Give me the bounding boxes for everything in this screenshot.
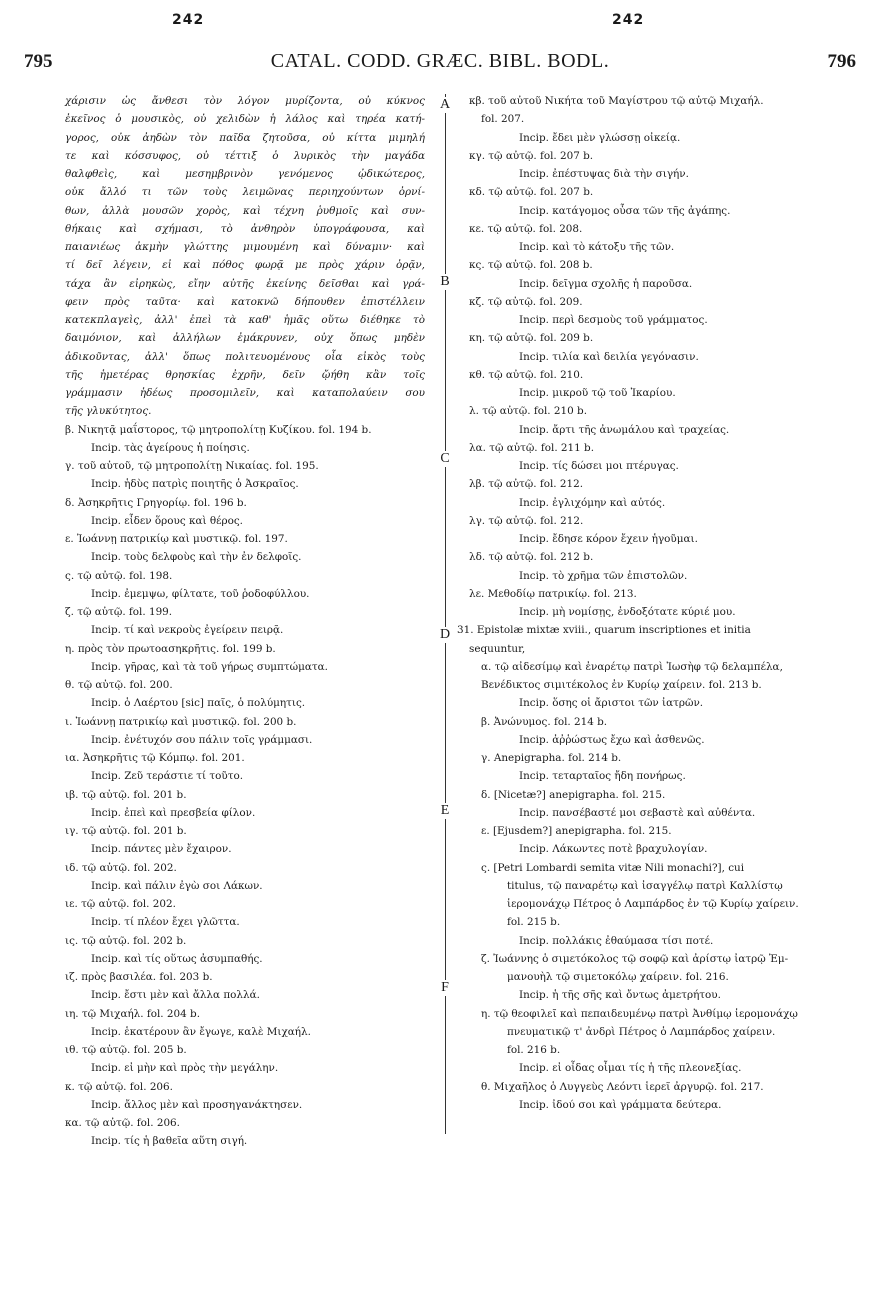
catalog-line: ια. Ἀσηκρῆτις τῷ Κόμπῳ. fol. 201. bbox=[65, 752, 245, 764]
catalog-line: Incip. τὰς ἀγείρους ἡ ποίησις. bbox=[91, 441, 250, 454]
page-number-right: 796 bbox=[827, 51, 856, 72]
catalog-line: γ. τοῦ αὐτοῦ, τῷ μητροπολίτῃ Νικαίας. fol. 195. bbox=[65, 460, 319, 472]
catalog-line: ς. [Petri Lombardi semita vitæ Nili monachi?], cui bbox=[481, 861, 745, 874]
section-mark-c: C bbox=[431, 451, 459, 467]
section-mark-d: D bbox=[431, 627, 459, 643]
catalog-line: χάρισιν ὡς ἄνθεσι τὸν λόγον μυρίζοντα, οὐ κύκνος bbox=[65, 95, 425, 107]
catalog-line: κθ. τῷ αὐτῷ. fol. 210. bbox=[469, 368, 584, 381]
page-number-left: 795 bbox=[24, 51, 53, 72]
right-column bbox=[457, 92, 855, 1114]
catalog-line: γ. Anepigrapha. fol. 214 b. bbox=[481, 752, 622, 764]
catalog-line: η. πρὸς τὸν πρωτοασηκρῆτις. fol. 199 b. bbox=[65, 642, 276, 655]
catalog-line: Incip. τὸ χρῆμα τῶν ἐπιστολῶν. bbox=[519, 569, 688, 582]
catalog-line: Incip. ἄλλος μὲν καὶ προσηγανάκτησεν. bbox=[91, 1098, 303, 1111]
catalog-line: Incip. μὴ νομίσῃς, ἐνδοξότατε κύριέ μου. bbox=[519, 606, 736, 618]
catalog-line: φειν πρὸς ταῦτα· καὶ κατοκνῶ δήπουθεν ἐπιστέλλειν bbox=[65, 295, 425, 308]
catalog-line: ε. [Ejusdem?] anepigrapha. fol. 215. bbox=[481, 825, 672, 837]
catalog-line: Incip. καὶ πάλιν ἐγὼ σοι Λάκων. bbox=[91, 879, 263, 892]
catalog-line: λγ. τῷ αὐτῷ. fol. 212. bbox=[469, 514, 584, 527]
catalog-line: παιανιέως ἀκμὴν γλώττης μιμουμένη καὶ δύναμιν· καὶ bbox=[65, 241, 425, 253]
catalog-line: Incip. ὅσης οἱ ἄριστοι τῶν ἰατρῶν. bbox=[519, 697, 704, 710]
catalog-line: Incip. ἡ τῆς σῆς καὶ ὄντως ἀμετρήτου. bbox=[519, 989, 721, 1002]
catalog-line: κζ. τῷ αὐτῷ. fol. 209. bbox=[469, 295, 583, 308]
catalog-line: κς. τῷ αὐτῷ. fol. 208 b. bbox=[469, 259, 593, 272]
catalog-line: Incip. γῆρας, καὶ τὰ τοῦ γήρως συμπτώματα. bbox=[91, 660, 328, 673]
catalog-line: Incip. ἐνέτυχόν σου πάλιν τοῖς γράμμασι. bbox=[91, 733, 313, 746]
catalog-line: sequuntur, bbox=[469, 642, 526, 655]
catalog-line: Incip. τεταρταῖος ἤδη πονήρως. bbox=[519, 770, 686, 783]
catalog-line: οὐκ ἄλλό τι τῶν τοὺς λειμῶνας περιηχούντων ὀρνί- bbox=[65, 186, 425, 199]
catalog-line: τῆς ἡμετέρας θρησκίας ἐχρῆν, δεῖν ᾤήθη κἂν τοῖς bbox=[65, 368, 425, 381]
catalog-line: Incip. ἰδού σοι καὶ γράμματα δεύτερα. bbox=[519, 1098, 722, 1111]
catalog-line: Incip. περὶ δεσμοὺς τοῦ γράμματος. bbox=[519, 314, 708, 326]
catalog-line: Incip. Ζεῦ τεράστιε τί τοῦτο. bbox=[91, 770, 244, 783]
catalog-line: Incip. ἔδει μὲν γλώσσῃ οἰκείᾳ. bbox=[519, 131, 681, 144]
catalog-line: ζ. τῷ αὐτῷ. fol. 199. bbox=[65, 606, 173, 618]
catalog-line: γορος, οὐκ ἀηδὼν τὸν παῖδα ζητοῦσα, οὐ κίττα μιμηλή bbox=[65, 131, 425, 144]
catalog-line: Βενέδικτος σιμιτέκολος ἐν Κυρίῳ χαίρειν. fol. 213 b. bbox=[481, 679, 762, 691]
catalog-line: τῆς γλυκύτητος. bbox=[65, 405, 152, 418]
catalog-line: κβ. τοῦ αὐτοῦ Νικήτα τοῦ Μαγίστρου τῷ αὐτῷ Μιχαήλ. bbox=[469, 95, 764, 107]
catalog-line: τάχα ἂν εἰρηκὼς, εἴην αὐτῆς ἐκείνης δεῖσθαι καὶ γρά- bbox=[65, 277, 425, 290]
catalog-line: Incip. τί καὶ νεκροὺς ἐγείρειν πειρᾷ. bbox=[91, 624, 284, 637]
catalog-line: Incip. τιλία καὶ δειλία γεγόνασιν. bbox=[519, 350, 699, 363]
catalog-line: Incip. πάντες μὲν ἔχαιρον. bbox=[91, 843, 232, 856]
catalog-line: Incip. τίς δώσει μοι πτέρυγας. bbox=[519, 460, 679, 472]
section-mark-a: A bbox=[431, 97, 459, 113]
catalog-line: κ. τῷ αὐτῷ. fol. 206. bbox=[65, 1080, 173, 1093]
catalog-line: Incip. ἐπεὶ καὶ πρεσβεία φίλον. bbox=[91, 806, 256, 819]
catalog-line: ἱερομονάχῳ Πέτρος ὁ Λαμπάρδος ἐν τῷ Κυρίῳ χαίρειν. bbox=[507, 898, 799, 910]
catalog-line: Incip. ἀῤῥώστως ἔχω καὶ ἀσθενῶς. bbox=[519, 733, 705, 746]
catalog-line: Incip. πολλάκις ἐθαύμασα τίσι ποτέ. bbox=[519, 934, 714, 947]
catalog-line: Incip. καὶ τίς οὕτως ἀσυμπαθής. bbox=[91, 952, 263, 965]
catalog-line: θαλφθεὶς, καὶ μεσημβρινὸν γενόμενος ᾠδικώτερος, bbox=[65, 168, 425, 180]
catalog-line: γράμμασιν ἡδέως προσομιλεῖν, καὶ καταπολαύειν σου bbox=[65, 387, 425, 399]
catalog-line: θ. Μιχαῆλος ὁ Λυγγεὺς Λεόντι ἱερεῖ ἀργυρῷ. fol. 217. bbox=[481, 1080, 764, 1093]
left-column bbox=[65, 92, 425, 1151]
catalog-line: Incip. Λάκωντες ποτὲ βραχυλογίαν. bbox=[519, 843, 708, 856]
catalog-line: λδ. τῷ αὐτῷ. fol. 212 b. bbox=[469, 551, 594, 564]
catalog-line: η. τῷ θεοφιλεῖ καὶ πεπαιδευμένῳ πατρὶ Ἀνθίμῳ ἱερομονάχῳ bbox=[481, 1007, 798, 1020]
catalog-line: Incip. ὁ Λαέρτου [sic] παῖς, ὁ πολύμητις. bbox=[91, 697, 306, 710]
section-mark-f: F bbox=[431, 980, 459, 996]
catalog-line: Incip. τί πλέον ἔχει γλῶττα. bbox=[91, 916, 240, 929]
catalog-line: Incip. τίς ἡ βαθεῖα αὕτη σιγή. bbox=[91, 1135, 248, 1148]
section-mark-e: E bbox=[431, 803, 459, 819]
catalog-line: λβ. τῷ αὐτῷ. fol. 212. bbox=[469, 478, 584, 491]
catalog-line: πνευματικῷ τ' ἀνδρὶ Πέτρος ὁ Λαμπάρδος χαίρειν. bbox=[507, 1025, 776, 1038]
catalog-line: λα. τῷ αὐτῷ. fol. 211 b. bbox=[469, 441, 595, 454]
catalog-line: 31. Epistolæ mixtæ xviii., quarum inscriptiones et initia bbox=[457, 624, 751, 637]
catalog-line: Incip. εἰ οἶδας οἶμαι τίς ἡ τῆς πλεονεξίας. bbox=[519, 1062, 742, 1075]
catalog-line: ιδ. τῷ αὐτῷ. fol. 202. bbox=[65, 861, 177, 874]
catalog-line: ἀδικοῦντας, ἀλλ' ὅπως πολιτευομένους οἷα εἰκὸς τοὺς bbox=[65, 350, 425, 363]
catalog-line: fol. 207. bbox=[481, 113, 525, 126]
catalog-line: δ. Ἀσηκρῆτις Γρηγορίῳ. fol. 196 b. bbox=[65, 496, 247, 509]
catalog-line: θ. τῷ αὐτῷ. fol. 200. bbox=[65, 679, 173, 691]
handwritten-shelfmark-right: 242 bbox=[612, 12, 645, 28]
catalog-line: Incip. πανσέβαστέ μοι σεβαστὲ καὶ αὐθέντα. bbox=[519, 806, 756, 819]
catalog-line: δαιμόνιον, καὶ ἀλλήλων ἐμάκρυνεν, οὐχ ὅπως μηδὲν bbox=[65, 332, 425, 345]
catalog-line: Incip. καὶ τὸ κάτοξυ τῆς τῶν. bbox=[519, 241, 675, 253]
catalog-line: β. Ἀνώνυμος. fol. 214 b. bbox=[481, 715, 608, 728]
catalog-line: ἐκεῖνος ὁ μουσικὸς, οὐ χελιδὼν ἡ λάλος καὶ τηρέα κατή- bbox=[65, 113, 425, 126]
catalog-line: τε καὶ κόσσυφος, οὐ τέττιξ ὁ λυρικὸς τὴν μαγάδα bbox=[65, 149, 425, 162]
catalog-line: ιβ. τῷ αὐτῷ. fol. 201 b. bbox=[65, 788, 187, 801]
catalog-line: Incip. δεῖγμα σχολῆς ἡ παροῦσα. bbox=[519, 277, 693, 290]
handwritten-shelfmark-left: 242 bbox=[172, 12, 205, 28]
catalog-line: ιε. τῷ αὐτῷ. fol. 202. bbox=[65, 898, 176, 910]
catalog-line: κατεκπλαγεὶς, ἀλλ' ἐπεὶ τὰ καθ' ἡμᾶς οὕτω διέθηκε τὸ bbox=[65, 314, 425, 326]
catalog-line: λε. Μεθοδίῳ πατρικίῳ. fol. 213. bbox=[469, 587, 637, 600]
catalog-line: Incip. ἐπέστυψας διὰ τὴν σιγήν. bbox=[519, 168, 689, 180]
catalog-line: τί δεῖ λέγειν, εἰ καὶ πόθος φωρᾷ με πρὸς χάριν ὁρᾷν, bbox=[65, 259, 425, 272]
catalog-line: κδ. τῷ αὐτῷ. fol. 207 b. bbox=[469, 186, 594, 199]
catalog-line: Incip. ἐμεμψω, φίλτατε, τοῦ ῥοδοφύλλου. bbox=[91, 587, 310, 600]
catalog-line: β. Νικητᾷ μαΐστορος, τῷ μητροπολίτῃ Κυζίκου. fol. 194 b. bbox=[65, 423, 372, 436]
catalog-line: Incip. ἡδὺς πατρὶς ποιητῆς ὁ Ἀσκραῖος. bbox=[91, 478, 299, 491]
catalog-line: ι. Ἰωάννῃ πατρικίῳ καὶ μυστικῷ. fol. 200 b. bbox=[65, 715, 297, 728]
catalog-line: θήκαις καὶ σχήμασι, τὸ ἀνθηρὸν ὑπογράφουσα, καὶ bbox=[65, 222, 425, 235]
catalog-line: Incip. ἔδησε κόρον ἔχειν ἡγοῦμαι. bbox=[519, 533, 698, 545]
catalog-line: Incip. ἐγλιχόμην καὶ αὐτός. bbox=[519, 496, 666, 509]
catalog-line: ζ. Ἰωάννης ὁ σιμετόκολος τῷ σοφῷ καὶ ἀρίστῳ ἰατρῷ Ἐμ- bbox=[481, 952, 789, 965]
catalog-line: titulus, τῷ παναρέτῳ καὶ ἰσαγγέλῳ πατρὶ Καλλίστῳ bbox=[507, 879, 783, 892]
column-divider bbox=[445, 94, 446, 1134]
catalog-line: Incip. εἶδεν ὅρους καὶ θέρος. bbox=[91, 514, 243, 527]
running-header bbox=[24, 50, 856, 76]
catalog-line: ιη. τῷ Μιχαήλ. fol. 204 b. bbox=[65, 1007, 200, 1020]
running-title: CATAL. CODD. GRÆC. BIBL. BODL. bbox=[270, 50, 610, 72]
catalog-line: Incip. εἰ μὴν καὶ πρὸς τὴν μεγάλην. bbox=[91, 1062, 279, 1075]
catalog-line: Incip. ἑκατέρουν ἂν ἔγωγε, καλὲ Μιχαήλ. bbox=[91, 1025, 311, 1038]
catalog-line: ε. Ἰωάννῃ πατρικίῳ καὶ μυστικῷ. fol. 197. bbox=[65, 533, 288, 545]
catalog-line: fol. 216 b. bbox=[507, 1044, 561, 1056]
catalog-line: Incip. μικροῦ τῷ τοῦ Ἰκαρίου. bbox=[519, 387, 676, 399]
catalog-line: Incip. ἄρτι τῆς ἀνωμάλου καὶ τραχείας. bbox=[519, 423, 730, 436]
catalog-line: ις. τῷ αὐτῷ. fol. 202 b. bbox=[65, 934, 187, 947]
catalog-line: fol. 215 b. bbox=[507, 916, 561, 929]
catalog-line: κη. τῷ αὐτῷ. fol. 209 b. bbox=[469, 332, 594, 345]
catalog-line: κα. τῷ αὐτῷ. fol. 206. bbox=[65, 1117, 180, 1129]
catalog-line: Incip. ἔστι μὲν καὶ ἄλλα πολλά. bbox=[91, 989, 260, 1002]
section-mark-b: B bbox=[431, 274, 459, 290]
catalog-line: ιζ. πρὸς βασιλέα. fol. 203 b. bbox=[65, 971, 213, 983]
catalog-line: Incip. τοὺς δελφοὺς καὶ τὴν ἐν δελφοῖς. bbox=[91, 551, 302, 564]
catalog-line: κε. τῷ αὐτῷ. fol. 208. bbox=[469, 222, 583, 235]
catalog-line: κγ. τῷ αὐτῷ. fol. 207 b. bbox=[469, 149, 594, 162]
catalog-line: ιγ. τῷ αὐτῷ. fol. 201 b. bbox=[65, 825, 187, 837]
catalog-line: α. τῷ αἰδεσίμῳ καὶ ἐναρέτῳ πατρὶ Ἰωσὴφ τῷ δελαμπέλα, bbox=[481, 660, 783, 673]
catalog-line: ιθ. τῷ αὐτῷ. fol. 205 b. bbox=[65, 1044, 187, 1056]
catalog-line: λ. τῷ αὐτῷ. fol. 210 b. bbox=[469, 405, 587, 418]
catalog-line: Incip. κατάγομος οὖσα τῶν τῆς ἀγάπης. bbox=[519, 204, 731, 217]
catalog-line: δ. [Nicetæ?] anepigrapha. fol. 215. bbox=[481, 788, 666, 801]
catalog-line: θων, ἀλλὰ μουσῶν χορὸς, καὶ τέχνη ῥυθμοῖς καὶ συν- bbox=[65, 204, 425, 217]
catalog-line: ς. τῷ αὐτῷ. fol. 198. bbox=[65, 569, 173, 582]
catalog-line: μανουὴλ τῷ σιμετοκόλῳ χαίρειν. fol. 216. bbox=[507, 971, 729, 983]
